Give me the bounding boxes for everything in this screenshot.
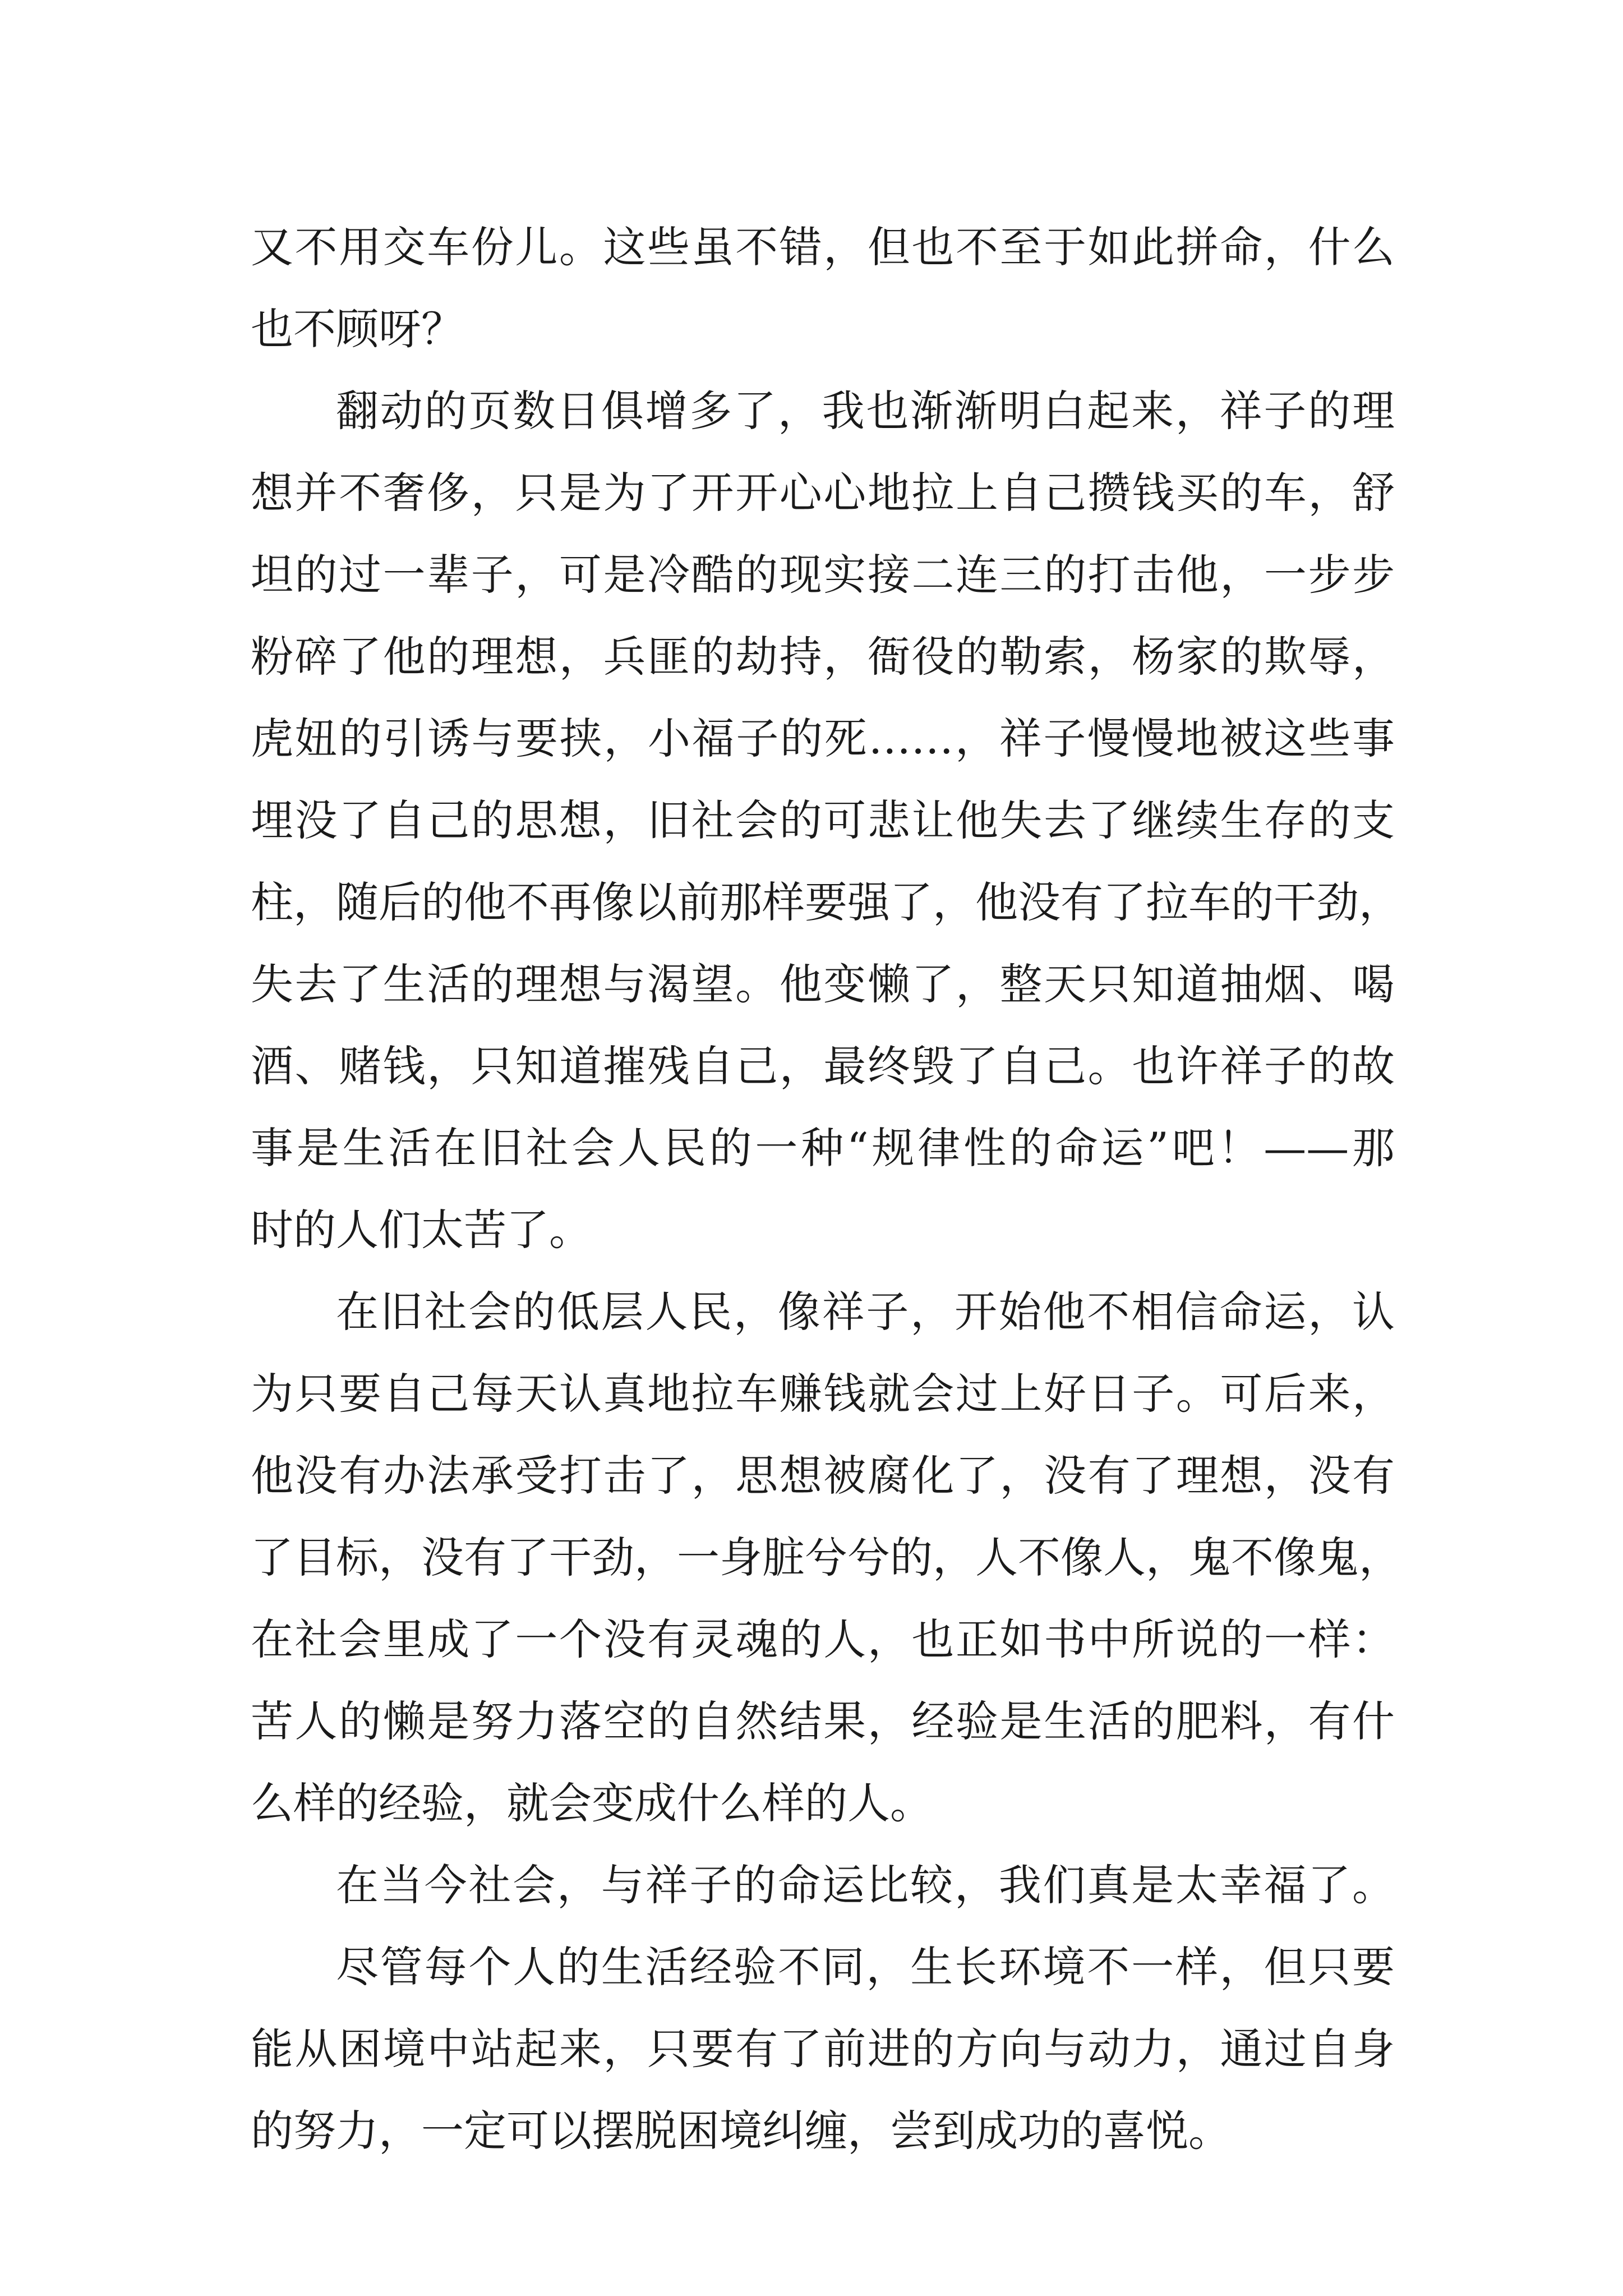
text-line: 为只要自己每天认真地拉车赚钱就会过上好日子。可后来， [251, 1369, 1395, 1419]
text-line: 也不顾呀？ [251, 304, 464, 354]
text-line: 粉碎了他的理想，兵匪的劫持，衙役的勒索，杨家的欺辱， [251, 632, 1395, 682]
text-line: 在社会里成了一个没有灵魂的人，也正如书中所说的一样： [251, 1614, 1395, 1664]
text-line: 翻动的页数日俱增多了，我也渐渐明白起来，祥子的理 [336, 386, 1395, 436]
text-line: 么样的经验，就会变成什么样的人。 [251, 1778, 933, 1828]
text-line: 又不用交车份儿。这些虽不错，但也不至于如此拼命，什么 [251, 222, 1395, 272]
text-line: 虎妞的引诱与要挟，小福子的死……，祥子慢慢地被这些事 [251, 714, 1395, 763]
text-line: 苦人的懒是努力落空的自然结果，经验是生活的肥料，有什 [251, 1696, 1395, 1746]
text-line: 能从困境中站起来，只要有了前进的方向与动力，通过自身 [251, 2024, 1395, 2074]
text-line: 埋没了自己的思想，旧社会的可悲让他失去了继续生存的支 [251, 795, 1395, 845]
text-line: 坦的过一辈子，可是冷酷的现实接二连三的打击他，一步步 [251, 550, 1395, 600]
text-line: 柱，随后的他不再像以前那样要强了，他没有了拉车的干劲， [251, 877, 1401, 927]
text-line: 酒、赌钱，只知道摧残自己，最终毁了自己。也许祥子的故 [251, 1041, 1395, 1091]
text-line: 在旧社会的低层人民，像祥子，开始他不相信命运，认 [336, 1287, 1395, 1337]
text-line: 时的人们太苦了。 [251, 1205, 592, 1255]
text-line: 了目标，没有了干劲，一身脏兮兮的，人不像人，鬼不像鬼， [251, 1533, 1401, 1582]
text-line: 失去了生活的理想与渴望。他变懒了，整天只知道抽烟、喝 [251, 959, 1395, 1009]
body-text [251, 206, 1401, 2172]
text-line: 他没有办法承受打击了，思想被腐化了，没有了理想，没有 [251, 1451, 1395, 1501]
text-line: 在当今社会，与祥子的命运比较，我们真是太幸福了。 [336, 1860, 1395, 1910]
text-line: 事是生活在旧社会人民的一种“规律性的命运”吧！——那 [251, 1123, 1395, 1173]
text-line: 想并不奢侈，只是为了开开心心地拉上自己攒钱买的车，舒 [251, 468, 1395, 518]
text-line: 的努力，一定可以摆脱困境纠缠，尝到成功的喜悦。 [251, 2106, 1231, 2156]
text-line: 尽管每个人的生活经验不同，生长环境不一样，但只要 [336, 1942, 1395, 1992]
